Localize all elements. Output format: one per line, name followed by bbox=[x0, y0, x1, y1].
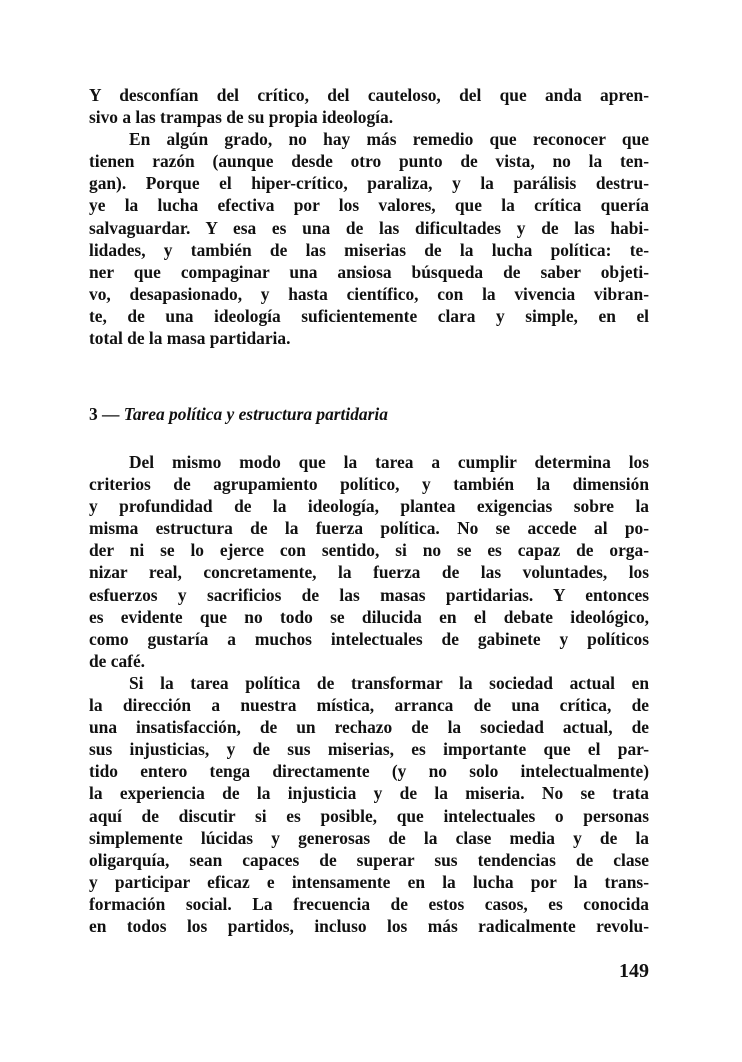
text-line: esfuerzos y sacrificios de las masas partidarias. Y entonces bbox=[89, 584, 649, 605]
text-line: En algún grado, no hay más remedio que reconocer que bbox=[129, 129, 649, 150]
text-line: en todos los partidos, incluso los más radicalmente revolu- bbox=[89, 915, 649, 936]
text-line: como gustaría a muchos intelectuales de gabinete y políticos bbox=[89, 628, 649, 649]
text-line: la dirección a nuestra mística, arranca de una crítica, de bbox=[89, 695, 649, 716]
text-line: Si la tarea política de transformar la sociedad actual en bbox=[129, 672, 649, 693]
text-line: lidades, y también de las miserias de la lucha política: te- bbox=[89, 239, 649, 260]
text-line: formación social. La frecuencia de estos casos, es conocida bbox=[89, 893, 649, 914]
section-title: Tarea política y estructura partidaria bbox=[123, 404, 388, 424]
text-line: ye la lucha efectiva por los valores, que la crítica quería bbox=[89, 195, 649, 216]
text-line: una insatisfacción, de un rechazo de la sociedad actual, de bbox=[89, 717, 649, 738]
text-line: de café. bbox=[89, 650, 146, 671]
text-line: ner que compaginar una ansiosa búsqueda de saber objeti- bbox=[89, 261, 649, 282]
text-line: der ni se lo ejerce con sentido, si no se es capaz de orga- bbox=[89, 540, 649, 561]
text-line: nizar real, concretamente, la fuerza de las voluntades, los bbox=[89, 562, 649, 583]
section-heading bbox=[89, 404, 388, 425]
text-line: oligarquía, sean capaces de superar sus tendencias de clase bbox=[89, 849, 649, 870]
text-line: y participar eficaz e intensamente en la lucha por la trans- bbox=[89, 871, 649, 892]
text-block-2 bbox=[89, 451, 649, 937]
text-line: tienen razón (aunque desde otro punto de vista, no la ten- bbox=[89, 151, 649, 172]
text-line: aquí de discutir si es posible, que intelectuales o personas bbox=[89, 805, 649, 826]
page-number: 149 bbox=[619, 960, 649, 982]
text-line: te, de una ideología suficientemente clara y simple, en el bbox=[89, 305, 649, 326]
text-line: gan). Porque el hiper-crítico, paraliza, y la parálisis destru- bbox=[89, 173, 649, 194]
text-line: y profundidad de la ideología, plantea exigencias sobre la bbox=[89, 496, 649, 517]
text-block-1 bbox=[89, 84, 649, 349]
text-line: simplemente lúcidas y generosas de la clase media y de la bbox=[89, 827, 649, 848]
text-line: tido entero tenga directamente (y no solo intelectualmente) bbox=[89, 761, 649, 782]
text-line: es evidente que no todo se dilucida en el debate ideológico, bbox=[89, 606, 649, 627]
text-line: vo, desapasionado, y hasta científico, con la vivencia vibran- bbox=[89, 283, 649, 304]
text-line: sivo a las trampas de su propia ideología. bbox=[89, 107, 394, 128]
text-line: Y desconfían del crítico, del cauteloso, del que anda apren- bbox=[89, 85, 649, 105]
text-line: total de la masa partidaria. bbox=[89, 328, 291, 349]
text-line: sus injusticias, y de sus miserias, es importante que el par- bbox=[89, 739, 649, 760]
text-line: la experiencia de la injusticia y de la miseria. No se trata bbox=[89, 783, 649, 804]
text-line: criterios de agrupamiento político, y también la dimensión bbox=[89, 474, 649, 495]
section-number: 3 — bbox=[89, 404, 120, 424]
text-line: misma estructura de la fuerza política. No se accede al po- bbox=[89, 518, 649, 539]
text-line: salvaguardar. Y esa es una de las dificultades y de las habi- bbox=[89, 217, 649, 238]
text-line: Del mismo modo que la tarea a cumplir determina los bbox=[129, 452, 649, 472]
